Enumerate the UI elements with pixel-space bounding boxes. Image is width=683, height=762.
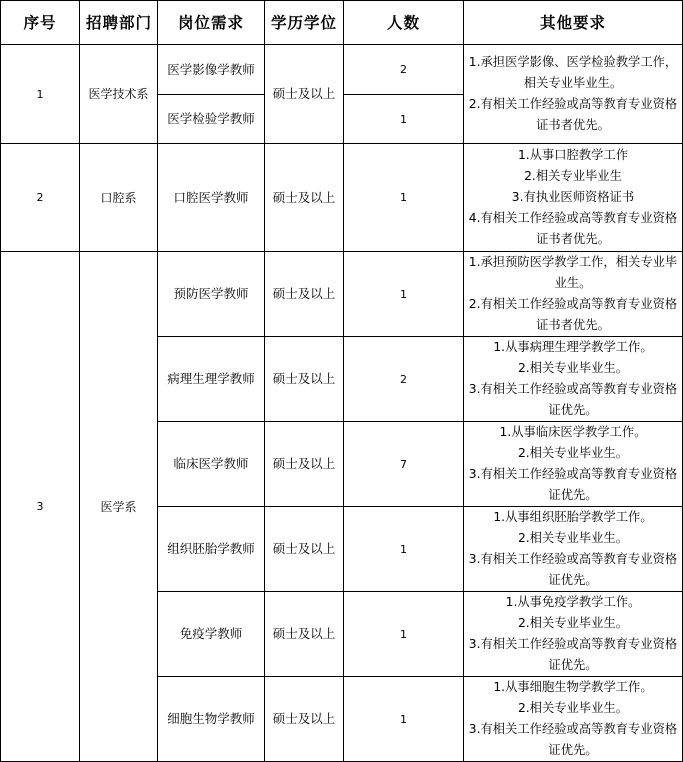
position-cell: 组织胚胎学教师	[158, 507, 265, 592]
position-cell: 细胞生物学教师	[158, 677, 265, 762]
requirement-line: 3.有相关工作经验或高等教育专业资格证优先。	[468, 722, 678, 757]
position-cell: 医学影像学教师	[158, 45, 265, 95]
requirement-line: 1.从事临床医学教学工作。	[499, 425, 647, 439]
requirement-line: 3.有相关工作经验或高等教育专业资格证优先。	[468, 467, 678, 502]
requirement-line: 3.有执业医师资格证书	[511, 190, 635, 204]
degree-cell: 硕士及以上	[265, 592, 344, 677]
requirement-line: 2.相关专业毕业生。	[517, 446, 629, 460]
requirement-line: 1.从事病理生理学教学工作。	[493, 340, 653, 354]
requirement-line: 3.有相关工作经验或高等教育专业资格证优先。	[468, 637, 678, 672]
requirements-cell	[464, 507, 683, 592]
requirement-line: 2.相关专业毕业生。	[517, 701, 629, 715]
position-cell: 病理生理学教师	[158, 337, 265, 422]
position-cell: 医学检验学教师	[158, 95, 265, 144]
position-cell: 临床医学教师	[158, 422, 265, 507]
requirement-line: 2.相关专业毕业生	[524, 169, 622, 183]
seq-cell: 3	[1, 252, 80, 762]
count-cell: 1	[344, 144, 464, 252]
requirement-line: 1.从事免疫学教学工作。	[505, 595, 641, 609]
requirements-cell	[464, 337, 683, 422]
requirement-line: 1.承担医学影像、医学检验教学工作，相关专业毕业生。	[468, 55, 678, 90]
requirements-cell	[464, 677, 683, 762]
requirement-line: 1.从事细胞生物学教学工作。	[493, 680, 653, 694]
requirement-line: 1.从事口腔教学工作	[517, 148, 629, 162]
requirement-line: 2.相关专业毕业生。	[517, 616, 629, 630]
count-cell: 2	[344, 45, 464, 95]
requirement-line: 2.相关专业毕业生。	[517, 361, 629, 375]
degree-cell: 硕士及以上	[265, 144, 344, 252]
count-cell: 1	[344, 507, 464, 592]
dept-cell: 医学系	[80, 252, 158, 762]
requirement-line: 1.承担预防医学教学工作，相关专业毕业生。	[468, 255, 678, 290]
degree-cell: 硕士及以上	[265, 677, 344, 762]
degree-cell: 硕士及以上	[265, 45, 344, 144]
requirement-line: 1.从事组织胚胎学教学工作。	[493, 510, 653, 524]
count-cell: 7	[344, 422, 464, 507]
seq-cell: 1	[1, 45, 80, 144]
table-row	[1, 144, 683, 252]
header-requirements: 其他要求	[464, 1, 683, 45]
requirement-line: 3.有相关工作经验或高等教育专业资格证优先。	[468, 552, 678, 587]
degree-cell: 硕士及以上	[265, 252, 344, 337]
requirement-line: 4.有相关工作经验或高等教育专业资格证书者优先。	[468, 211, 678, 246]
header-degree: 学历学位	[265, 1, 344, 45]
count-cell: 1	[344, 95, 464, 144]
count-cell: 2	[344, 337, 464, 422]
dept-cell: 医学技术系	[80, 45, 158, 144]
count-cell: 1	[344, 592, 464, 677]
degree-cell: 硕士及以上	[265, 422, 344, 507]
seq-cell: 2	[1, 144, 80, 252]
table-row	[1, 45, 683, 95]
requirement-line: 3.有相关工作经验或高等教育专业资格证优先。	[468, 382, 678, 417]
requirements-cell	[464, 45, 683, 144]
requirement-line: 2.相关专业毕业生。	[517, 531, 629, 545]
position-cell: 免疫学教师	[158, 592, 265, 677]
dept-cell: 口腔系	[80, 144, 158, 252]
header-position: 岗位需求	[158, 1, 265, 45]
requirements-cell	[464, 592, 683, 677]
requirement-line: 2.有相关工作经验或高等教育专业资格证书者优先。	[468, 97, 678, 132]
count-cell: 1	[344, 677, 464, 762]
header-seq: 序号	[1, 1, 80, 45]
table-row	[1, 252, 683, 337]
count-cell: 1	[344, 252, 464, 337]
degree-cell: 硕士及以上	[265, 337, 344, 422]
requirements-cell	[464, 422, 683, 507]
requirements-cell	[464, 144, 683, 252]
header-dept: 招聘部门	[80, 1, 158, 45]
requirements-cell	[464, 252, 683, 337]
header-count: 人数	[344, 1, 464, 45]
position-cell: 口腔医学教师	[158, 144, 265, 252]
degree-cell: 硕士及以上	[265, 507, 344, 592]
requirement-line: 2.有相关工作经验或高等教育专业资格证书者优先。	[468, 297, 678, 332]
position-cell: 预防医学教师	[158, 252, 265, 337]
header-row	[1, 1, 683, 45]
